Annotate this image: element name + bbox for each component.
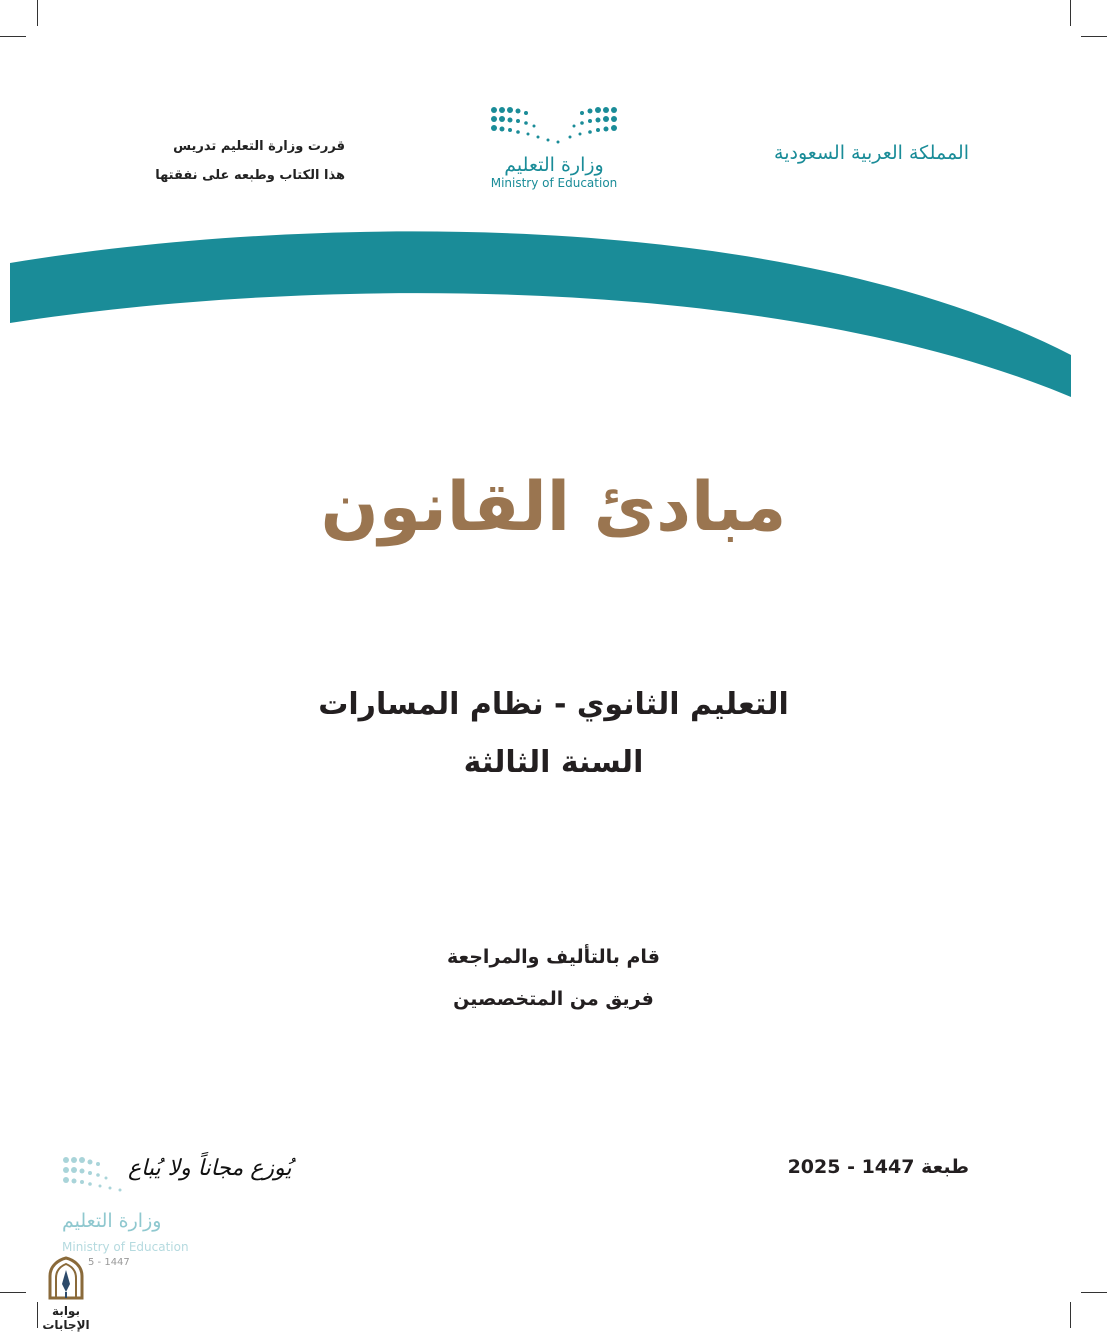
approval-statement [120, 132, 345, 190]
subtitle-year: السنة الثالثة [463, 745, 644, 780]
subtitle-track: التعليم الثانوي - نظام المسارات [318, 687, 789, 722]
edition-years: 2025 - 1447 [787, 1156, 915, 1178]
crop-mark-bottom-right-h [1081, 1292, 1107, 1293]
teal-swoosh-band [0, 215, 1107, 405]
crop-mark-top-right-h [1081, 36, 1107, 37]
authors-credit [0, 936, 1107, 1020]
kingdom-name: المملكة العربية السعودية [774, 142, 969, 164]
ministry-dots-faded-icon [60, 1154, 130, 1194]
portal-arch-icon [44, 1256, 88, 1300]
edition-info [788, 1156, 969, 1178]
authors-line-1: قام بالتأليف والمراجعة [446, 946, 660, 968]
approval-line-1: قررت وزارة التعليم تدريس [173, 139, 345, 154]
crop-mark-bottom-right-v [1070, 1302, 1071, 1328]
ministry-name-en: Ministry of Education [490, 176, 618, 190]
crop-mark-top-right-v [1070, 0, 1071, 26]
portal-name: بوابة الإجابات [42, 1304, 90, 1332]
ministry-logo-top [470, 100, 638, 190]
ministry-name-en-faded: Ministry of Education [62, 1240, 189, 1254]
edition-label: طبعة [921, 1156, 969, 1178]
book-title: مبادئ القانون [320, 468, 787, 547]
authors-line-2: فريق من المتخصصين [453, 988, 654, 1010]
approval-line-2: هذا الكتاب وطبعه على نفقتها [155, 168, 345, 183]
ministry-name-ar: وزارة التعليم [504, 154, 604, 176]
ministry-dots-icon [484, 100, 624, 148]
book-subtitle [0, 676, 1107, 792]
crop-mark-top-left-h [0, 36, 26, 37]
free-distribution-note: يُوزع مجاناً ولا يُباع [128, 1156, 292, 1181]
year-fragment: 5 - 1447 [88, 1257, 130, 1268]
crop-mark-top-left-v [37, 0, 38, 26]
crop-mark-bottom-left-h [0, 1292, 26, 1293]
ministry-name-ar-faded: وزارة التعليم [62, 1210, 162, 1232]
answers-portal-watermark [28, 1256, 104, 1332]
